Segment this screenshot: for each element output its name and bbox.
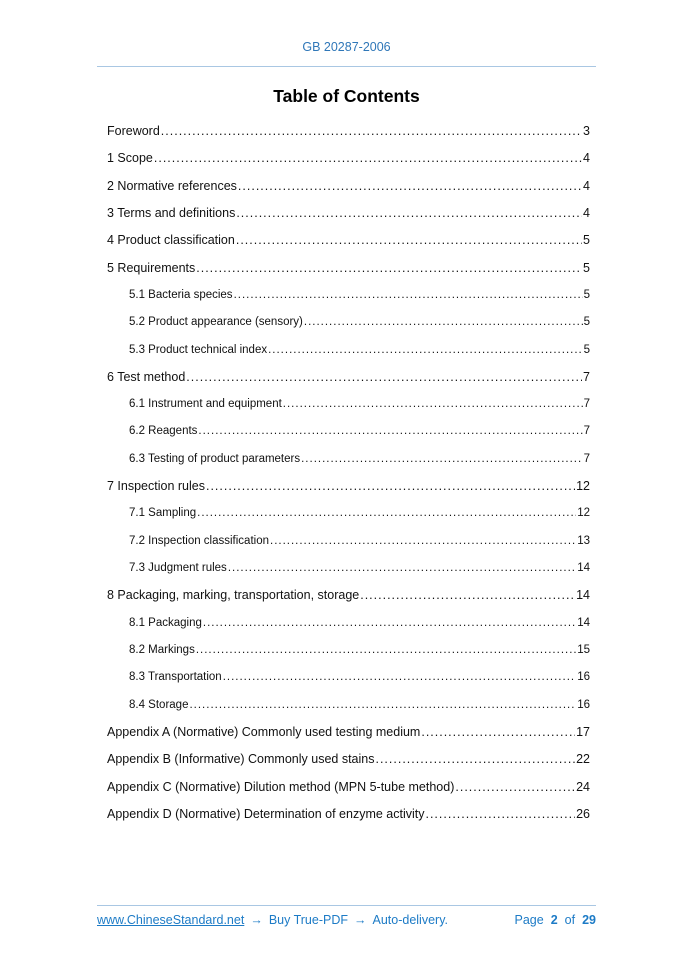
toc-leader-dots [421, 719, 575, 746]
toc-leader-dots [228, 555, 576, 582]
toc-leader-dots [455, 774, 575, 801]
footer-divider [97, 905, 596, 906]
toc-entry-label: 6.1 Instrument and equipment [129, 398, 282, 411]
page-current: 2 [550, 913, 558, 927]
toc-entry [107, 364, 590, 391]
toc-entry [107, 801, 590, 828]
toc-page-number: 7 [583, 369, 590, 384]
toc-entry-label: Appendix D (Normative) Determination of enzyme activity [107, 806, 425, 821]
toc-page-number: 15 [577, 643, 590, 656]
toc-leader-dots [283, 391, 583, 418]
page-label: Page [514, 913, 544, 927]
toc-page-number: 4 [583, 205, 590, 220]
toc-leader-dots [236, 227, 582, 254]
toc-page-number: 3 [583, 124, 590, 138]
toc-page-number: 16 [577, 698, 590, 711]
toc-entry [107, 391, 590, 418]
toc-entry-label: 5.1 Bacteria species [129, 288, 233, 301]
toc-leader-dots [196, 255, 582, 282]
toc-entry-label: Foreword [107, 124, 160, 138]
toc-page-number: 24 [576, 779, 590, 794]
arrow-icon: → [250, 913, 263, 927]
toc-entry-label: Appendix A (Normative) Commonly used testing medium [107, 724, 421, 739]
toc-page-number: 5 [583, 233, 590, 248]
toc-page-number: 5 [583, 316, 590, 329]
toc-page-number: 4 [583, 151, 590, 166]
toc-entry [107, 637, 590, 664]
toc-page-number: 5 [583, 260, 590, 275]
toc-entry-label: 8.1 Packaging [129, 616, 202, 629]
toc-leader-dots [301, 446, 582, 473]
toc-entry-label: Appendix B (Informative) Commonly used stains [107, 752, 375, 767]
toc-entry [107, 309, 590, 336]
footer-left [97, 913, 448, 927]
toc-leader-dots [196, 637, 576, 664]
toc-leader-dots [270, 528, 576, 555]
toc-entry-label: 7.1 Sampling [129, 507, 197, 520]
toc-leader-dots [360, 582, 575, 609]
toc-entry [107, 227, 590, 254]
footer-buy-text: Buy True-PDF [268, 913, 348, 927]
toc-entry [107, 610, 590, 637]
toc-leader-dots [197, 500, 576, 527]
footer-site-link[interactable]: www.ChineseStandard.net [97, 913, 245, 927]
toc-entry-label: 8.4 Storage [129, 698, 189, 711]
toc-entry [107, 746, 590, 773]
toc-leader-dots [206, 473, 575, 500]
toc-page-number: 7 [583, 452, 590, 465]
toc-leader-dots [223, 664, 577, 691]
toc-leader-dots [375, 746, 575, 773]
toc-leader-dots [198, 418, 582, 445]
toc-entry [107, 528, 590, 555]
toc-page-number: 5 [583, 288, 590, 301]
toc-entry-label: 7.2 Inspection classification [129, 534, 269, 547]
toc-entry [107, 282, 590, 309]
toc-entry-label: 2 Normative references [107, 178, 237, 193]
toc-entry-label: 5.3 Product technical index [129, 343, 268, 356]
toc-page-number: 13 [577, 534, 590, 547]
toc-leader-dots [189, 692, 576, 719]
toc-entry [107, 692, 590, 719]
toc-entry-label: 5.2 Product appearance (sensory) [129, 316, 303, 329]
toc-entry-label: 8.3 Transportation [129, 671, 222, 684]
toc-entry [107, 500, 590, 527]
toc-page-number: 14 [577, 616, 590, 629]
toc-entry [107, 664, 590, 691]
toc-leader-dots [154, 145, 582, 172]
toc-leader-dots [238, 173, 582, 200]
toc-entry-label: 6.3 Testing of product parameters [129, 452, 301, 465]
toc-page-number: 7 [583, 398, 590, 411]
toc-entry [107, 446, 590, 473]
toc-page-number: 4 [583, 178, 590, 193]
toc-page-number: 16 [577, 671, 590, 684]
toc-page-number: 14 [577, 562, 590, 574]
toc-page-number: 7 [583, 425, 590, 438]
toc-entry [107, 145, 590, 172]
toc-page-number: 12 [576, 479, 590, 494]
toc-leader-dots [186, 364, 582, 391]
toc-entry-label: 4 Product classification [107, 233, 235, 248]
toc-entry [107, 473, 590, 500]
toc-entry [107, 255, 590, 282]
of-label: of [564, 913, 576, 927]
toc-entry [107, 118, 590, 145]
header-divider [97, 66, 596, 67]
toc-leader-dots [425, 801, 575, 828]
arrow-icon: → [354, 913, 367, 927]
toc-page-number: 14 [576, 588, 590, 603]
toc-page-number: 17 [576, 724, 590, 739]
toc-entry-label: 8 Packaging, marking, transportation, storage [107, 588, 360, 603]
toc-page-number: 5 [583, 343, 590, 356]
toc-leader-dots [236, 200, 582, 227]
footer [97, 913, 596, 927]
toc-entry [107, 555, 590, 582]
toc-leader-dots [203, 610, 576, 637]
toc-leader-dots [268, 337, 583, 364]
toc-entry-label: 7 Inspection rules [107, 479, 205, 494]
toc-entry-label: 3 Terms and definitions [107, 205, 236, 220]
toc-leader-dots [304, 309, 583, 336]
toc-page-number: 12 [577, 507, 590, 520]
toc-entry [107, 582, 590, 609]
toc-entry-label: 6 Test method [107, 369, 186, 384]
toc-page-number: 26 [576, 806, 590, 821]
toc-entry [107, 418, 590, 445]
toc-entry-label: 7.3 Judgment rules [129, 562, 227, 574]
toc-entry-label: 8.2 Markings [129, 643, 195, 656]
toc-entry [107, 719, 590, 746]
toc-list [107, 118, 590, 828]
toc-entry-label: 6.2 Reagents [129, 425, 198, 438]
header-doc-number: GB 20287-2006 [302, 40, 391, 54]
toc-entry-label: 5 Requirements [107, 260, 196, 275]
toc-entry-label: Appendix C (Normative) Dilution method (MPN 5-tube method) [107, 779, 455, 794]
toc-entry [107, 173, 590, 200]
toc-leader-dots [234, 282, 583, 309]
footer-delivery-text: Auto-delivery. [372, 913, 448, 927]
toc-leader-dots [161, 118, 582, 145]
toc-entry [107, 200, 590, 227]
page-title: Table of Contents [273, 86, 420, 106]
toc-entry-label: 1 Scope [107, 151, 153, 166]
toc-entry [107, 337, 590, 364]
toc-entry [107, 774, 590, 801]
page-total: 29 [582, 913, 596, 927]
toc-page-number: 22 [576, 752, 590, 767]
page-indicator [515, 913, 597, 927]
